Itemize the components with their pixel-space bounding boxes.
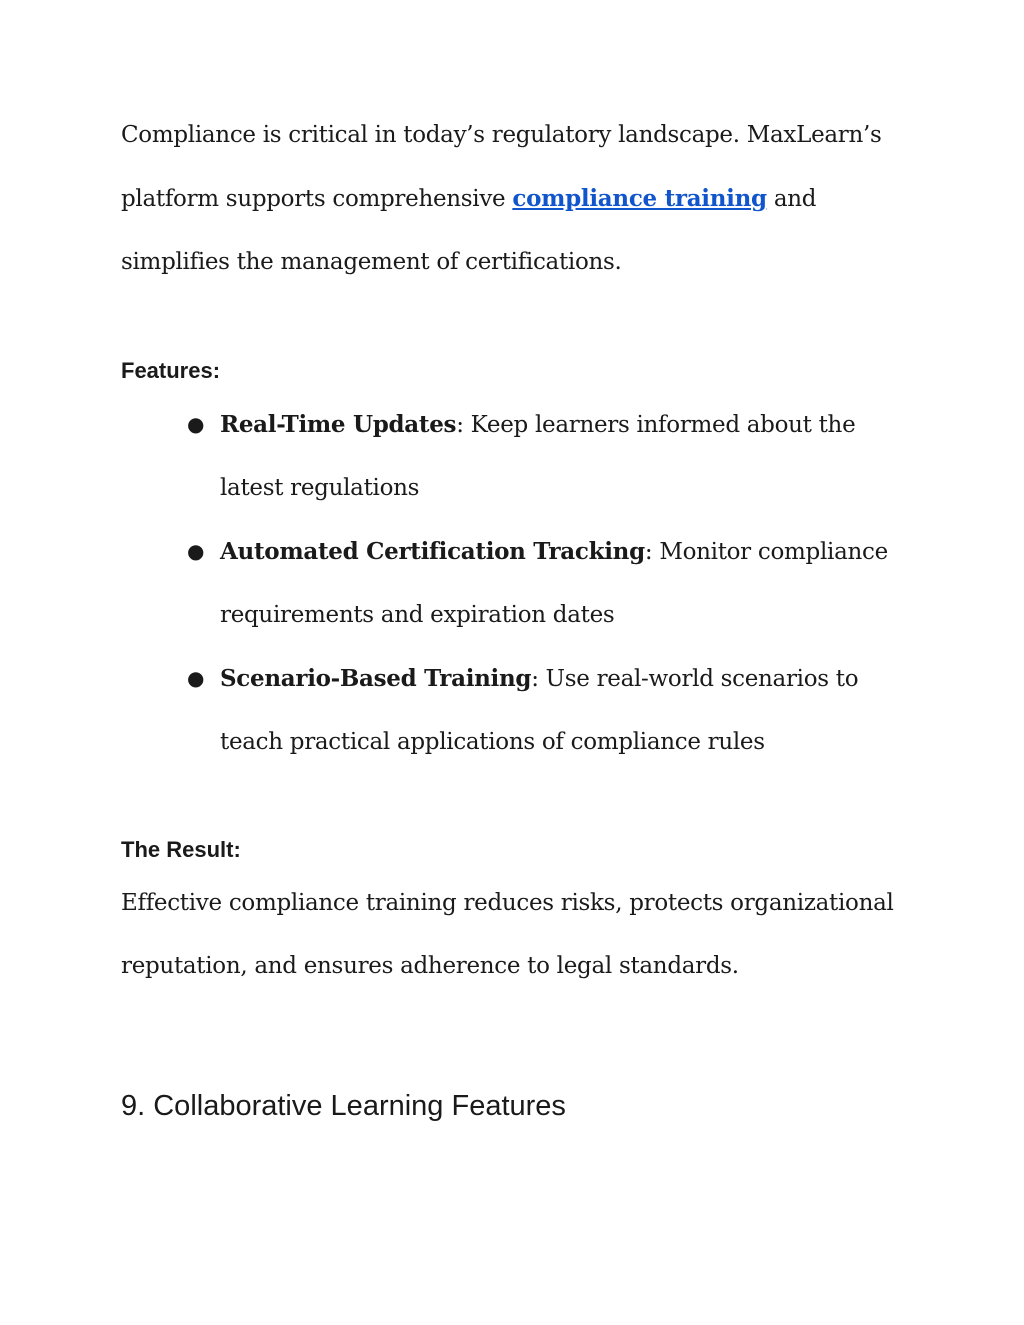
bullet-icon: ● — [187, 412, 205, 436]
feature-title: Scenario-Based Training — [220, 665, 532, 692]
feature-list — [187, 393, 907, 774]
feature-description: Monitor compliance requirements and expiration dates — [220, 539, 888, 628]
compliance-training-link[interactable]: compliance training — [512, 185, 767, 212]
feature-separator: : — [456, 412, 471, 438]
intro-text-before-link: Compliance is critical in today’s regulatory landscape. MaxLearn’s platform supports comprehensive — [121, 122, 882, 212]
feature-description: Use real-world scenarios to teach practical applications of compliance rules — [220, 666, 859, 755]
result-paragraph: Effective compliance training reduces risks, protects organizational reputation, and ensures adherence to legal standards. — [121, 890, 894, 979]
feature-separator: : — [644, 539, 660, 565]
feature-separator: : — [531, 666, 546, 692]
intro-text-after-link: and simplifies the management of certifications. — [121, 186, 817, 275]
feature-title: Automated Certification Tracking — [220, 538, 645, 565]
list-item — [187, 647, 907, 774]
section-heading: 9. Collaborative Learning Features — [121, 1090, 566, 1122]
bullet-icon: ● — [187, 539, 205, 563]
list-item — [187, 393, 907, 520]
list-item — [187, 520, 907, 647]
bullet-icon: ● — [187, 666, 205, 690]
features-heading: Features: — [121, 358, 221, 383]
intro-paragraph — [121, 104, 921, 294]
feature-description: Keep learners informed about the latest regulations — [220, 412, 856, 501]
result-heading: The Result: — [121, 837, 241, 862]
feature-title: Real-Time Updates — [220, 411, 457, 438]
